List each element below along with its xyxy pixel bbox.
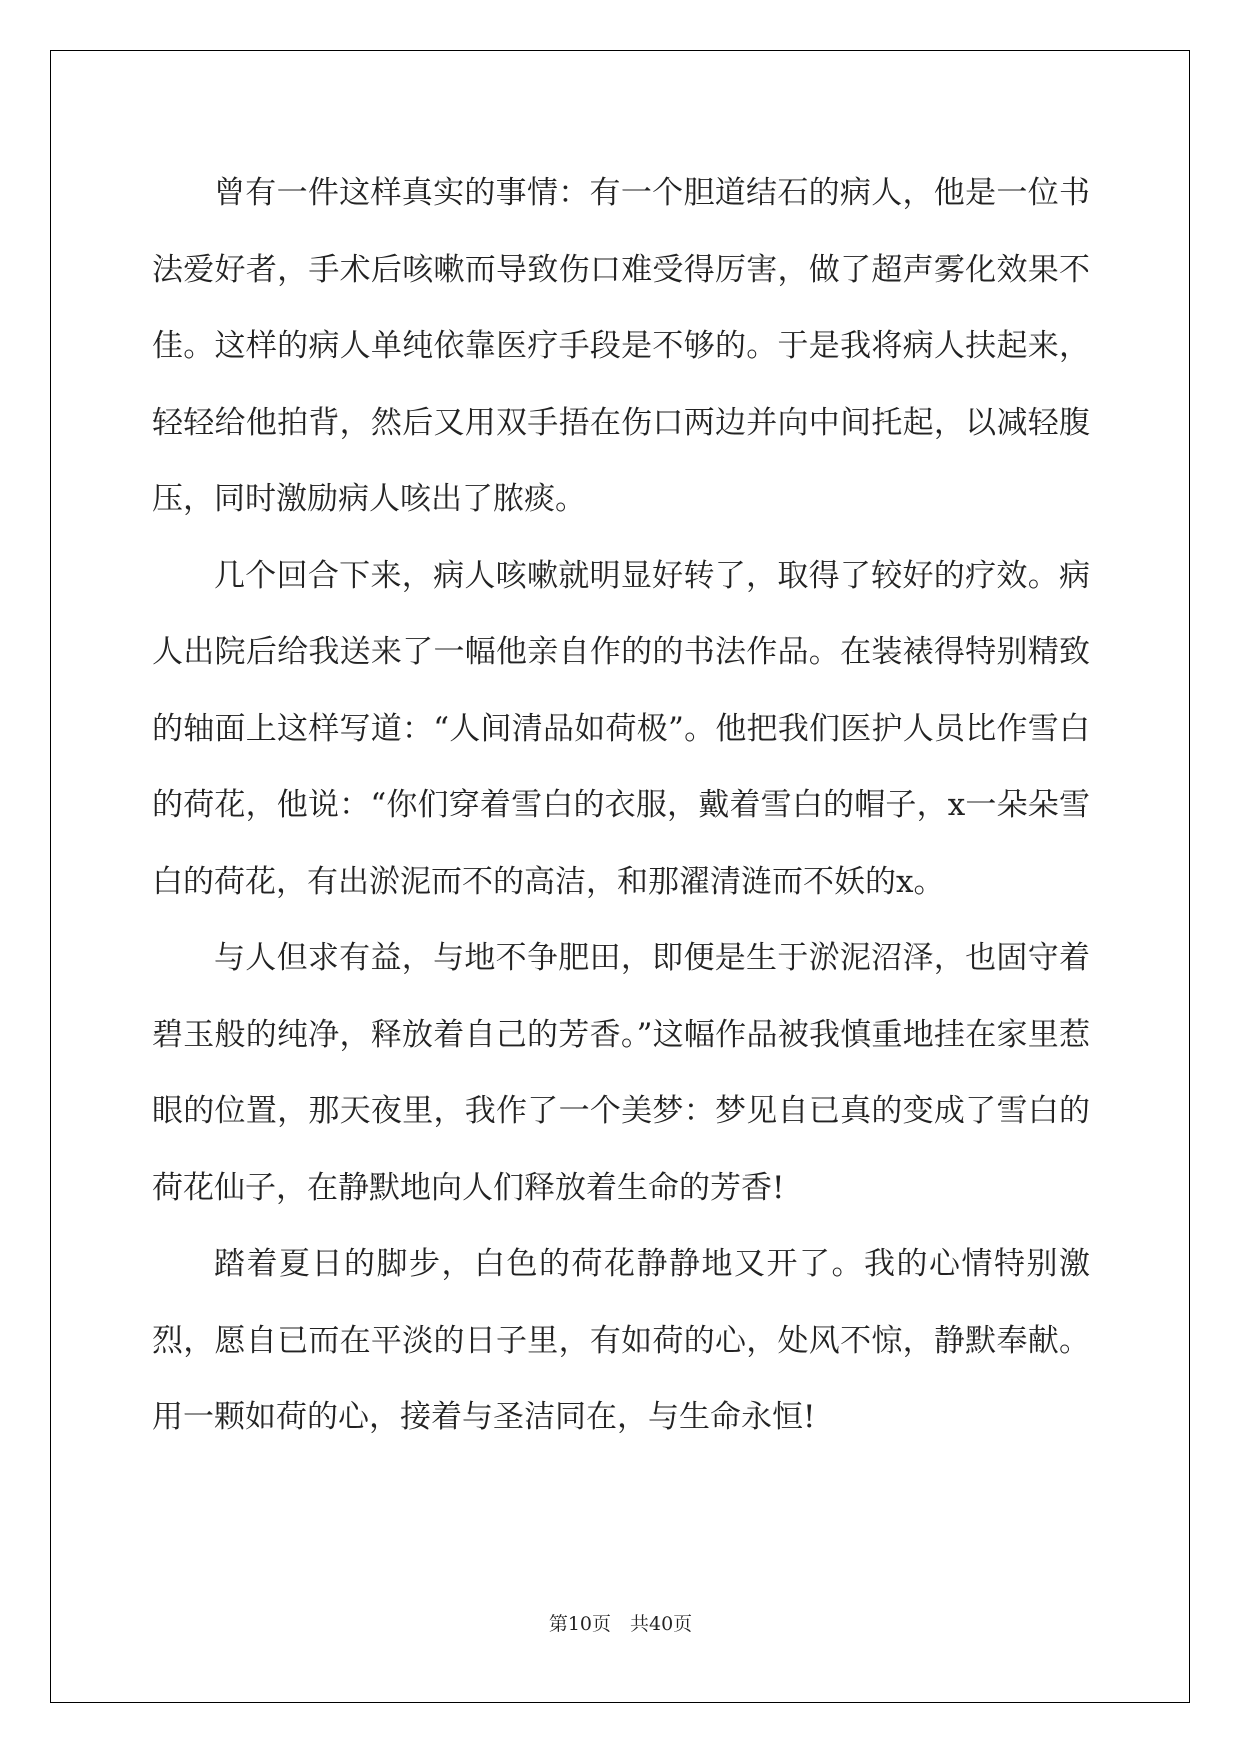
paragraph-1: 曾有一件这样真实的事情：有一个胆道结石的病人，他是一位书法爱好者，手术后咳嗽而导致伤口难受得厉害，做了超声雾化效果不佳。这样的病人单纯依靠医疗手段是不够的。于是我将病人扶起来，轻轻给他拍背，然后又用双手捂在伤口两边并向中间托起，以减轻腹压，同时激励病人咳出了脓痰。 [152,175,1090,517]
paragraph-2: 几个回合下来，病人咳嗽就明显好转了，取得了较好的疗效。病人出院后给我送来了一幅他亲自作的的书法作品。在装裱得特别精致的轴面上这样写道：“人间清品如荷极”。他把我们医护人员比作雪白的荷花，他说：“你们穿着雪白的衣服，戴着雪白的帽子，x一朵朵雪白的荷花，有出淤泥而不的高洁，和那濯清涟而不妖的x。 [152,557,1090,900]
page-number: 第10页 共40页 [548,1613,693,1635]
document-body [152,155,1090,1456]
paragraph-3: 与人但求有益，与地不争肥田，即便是生于淤泥沼泽，也固守着碧玉般的纯净，释放着自己的芳香。”这幅作品被我慎重地挂在家里惹眼的位置，那天夜里，我作了一个美梦：梦见自已真的变成了雪白的荷花仙子，在静默地向人们释放着生命的芳香! [152,940,1090,1206]
paragraph-4: 踏着夏日的脚步，白色的荷花静静地又开了。我的心情特别激烈，愿自已而在平淡的日子里，有如荷的心，处风不惊，静默奉献。用一颗如荷的心，接着与圣洁同在，与生命永恒! [152,1246,1090,1435]
